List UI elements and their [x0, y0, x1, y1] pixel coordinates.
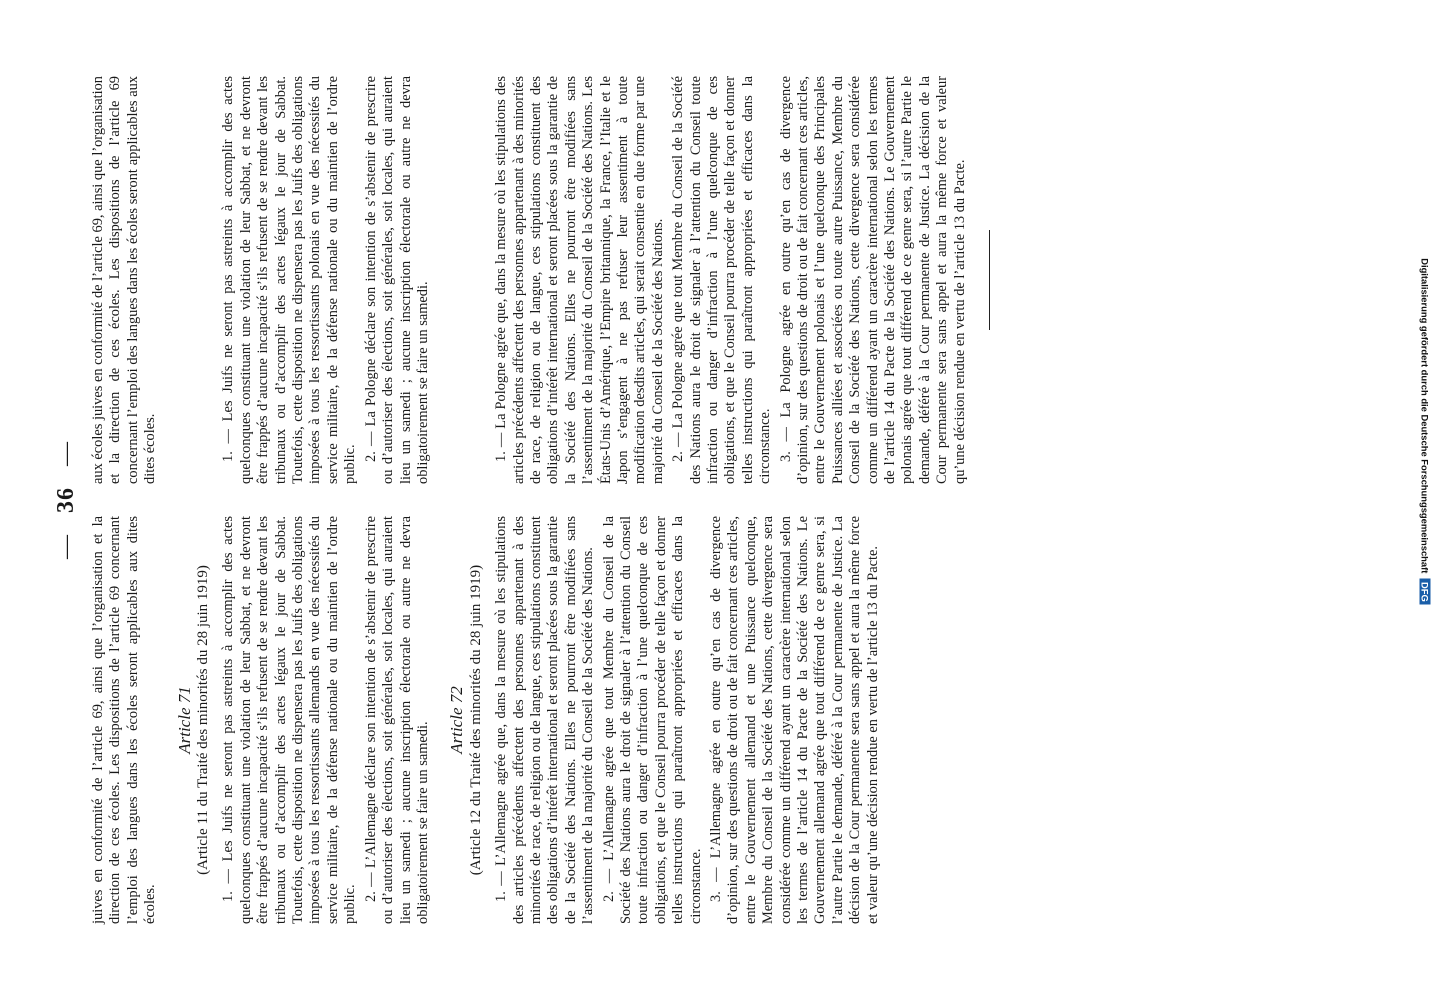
right-article-72-paragraph-3: 3. — La Pologne agrée en outre qu’en cas de divergence d’opinion, sur des questions de droit ou de fait concernant ces articles, entre le Gouvernement polonais et l’une quelconque des Principales Puissances alliées et associées ou toute autre Puissance, Membre du Conseil de la Société des Nations, cette divergence sera considérée comme un différend ayant un caractère international selon les termes de l’article 14 du Pacte de la Société des Nations. Le Gouvernement polonais agrée que tout différend de ce genre sera, si l’autre Partie le demande, déféré à la Cour permanente de Justice. La décision de la Cour permanente sera sans appel et aura la même force et valeur qu’une décision rendue en vertu de l’article 13 du Pacte.: [777, 76, 968, 484]
left-article-71-paragraph-1: 1. — Les Juifs ne seront pas astreints à accomplir des actes quelconques constituant une violation de leur Sabbat, et ne devront être frappés d’aucune incapacité s’ils refusent de se rendre devant les tribunaux ou d’accomplir des actes légaux le jour de Sabbat. Toutefois, cette disposition ne dispensera pas les Juifs des obligations imposées à tous les ressortissants allemands en vue des nécessités du service militaire, de la défense nationale ou du maintien de l’ordre public.: [220, 516, 359, 924]
left-article-71-treaty-ref: (Article 11 du Traité des minorités du 28 juin 1919): [195, 565, 212, 875]
left-article-72-heading: Article 72: [447, 686, 467, 754]
left-article-71-heading: Article 71: [174, 686, 194, 754]
left-article-72-paragraph-1: 1. — L’Allemagne agrée que, dans la mesure où les stipulations des articles précédents affectent des personnes appartenant à des minorités de race, de religion ou de langue, ces stipulations constituent des obligations d’intérêt international et seront placées sous la garantie de la Société des Nations. Elles ne pourront être modifiées sans l’assentiment de la majorité du Conseil de la Société des Nations.: [493, 516, 597, 924]
right-intro-paragraph: aux écoles juives en conformité de l’article 69, ainsi que l’organisation et la direction de ces écoles. Les dispositions de l’article 69 concernant l’emploi des langues dans les écoles seront applicables aux dites écoles.: [90, 76, 159, 484]
end-rule-divider: [989, 230, 990, 330]
page-number-line: — 36 —: [53, 441, 79, 559]
page-number: 36: [53, 487, 79, 513]
rotated-page-content: [27, 20, 1407, 980]
right-article-72-paragraph-2: 2. — La Pologne agrée que tout Membre du Conseil de la Société des Nations aura le droit de signaler à l’attention du Conseil toute infraction ou danger d’infraction à l’une quelconque de ces obligations, et que le Conseil pourra procéder de telle façon et donner telles instructions qui paraîtront appropriées et efficaces dans la circonstance.: [670, 76, 774, 484]
digitization-credit-strip: [1418, 6, 1432, 846]
two-column-body: [90, 76, 990, 924]
dfg-credit-text: Digitalisierung gefördert durch die Deutsche Forschungsgemeinschaft: [1419, 258, 1431, 574]
left-article-72-paragraph-2: 2. — L’Allemagne agrée que tout Membre du Conseil de la Société des Nations aura le droit de signaler à l’attention du Conseil toute infraction ou danger d’infraction à l’une quelconque de ces obligations, et que le Conseil pourra procéder de telle façon et donner telles instructions qui paraîtront appropriées et efficaces dans la circonstance.: [600, 516, 704, 924]
left-article-71-paragraph-2: 2. — L’Allemagne déclare son intention de s’abstenir de prescrire ou d’autoriser des élections, soit générales, soit locales, qui auraient lieu un samedi ; aucune inscription électorale ou autre ne devra obligatoirement se faire un samedi.: [362, 516, 431, 924]
right-article-71-paragraph-1: 1. — Les Juifs ne seront pas astreints à accomplir des actes quelconques constituant une violation de leur Sabbat, et ne devront être frappés d’aucune incapacité s’ils refusent de se rendre devant les tribunaux ou d’accomplir des actes légaux le jour de Sabbat. Toutefois, cette disposition ne dispensera pas les Juifs des obligations imposées à tous les ressortissants polonais en vue des nécessités du service militaire, de la défense nationale ou du maintien de l’ordre public.: [220, 76, 359, 484]
left-intro-paragraph: juives en conformité de l’article 69, ainsi que l’organisation et la direction de ces écoles. Les dispositions de l’article 69 concernant l’emploi des langues dans les écoles seront applicables aux dites écoles.: [90, 516, 159, 924]
right-article-71-paragraph-2: 2. — La Pologne déclare son intention de s’abstenir de prescrire ou d’autoriser des élections, soit générales, soit locales, qui auraient lieu un samedi ; aucune inscription électorale ou autre ne devra obligatoirement se faire un samedi.: [362, 76, 431, 484]
dfg-logo: DFG: [1420, 579, 1431, 605]
right-column-polish: [90, 76, 990, 484]
right-article-72-paragraph-1: 1. — La Pologne agrée que, dans la mesure où les stipulations des articles précédents affectent des personnes appartenant à des minorités de race, de religion ou de langue, ces stipulations constituent des obligations d’intérêt international et seront placées sous la garantie de la Société des Nations. Elles ne pourront être modifiées sans l’assentiment de la majorité du Conseil de la Société des Nations. Les États-Unis d’Amérique, l’Empire britannique, la France, l’Italie et le Japon s’engagent à ne pas refuser leur assentiment à toute modification desdits articles, qui serait consentie en due forme par une majorité du Conseil de la Société des Nations.: [493, 76, 666, 484]
left-article-72-paragraph-3: 3. — L’Allemagne agrée en outre qu’en cas de divergence d’opinion, sur des questions de droit ou de fait concernant ces articles, entre le Gouvernement allemand et une Puissance quelconque, Membre du Conseil de la Société des Nations, cette divergence sera considérée comme un différend ayant un caractère international selon les termes de l’article 14 du Pacte de la Société des Nations. Le Gouvernement allemand agrée que tout différend de ce genre sera, si l’autre Partie le demande, déféré à la Cour permanente de Justice. La décision de la Cour permanente sera sans appel et aura la même force et valeur qu’une décision rendue en vertu de l’article 13 du Pacte.: [708, 516, 881, 924]
left-column-german: [90, 516, 990, 924]
left-article-72-treaty-ref: (Article 12 du Traité des minorités du 28 juin 1919): [467, 564, 484, 876]
